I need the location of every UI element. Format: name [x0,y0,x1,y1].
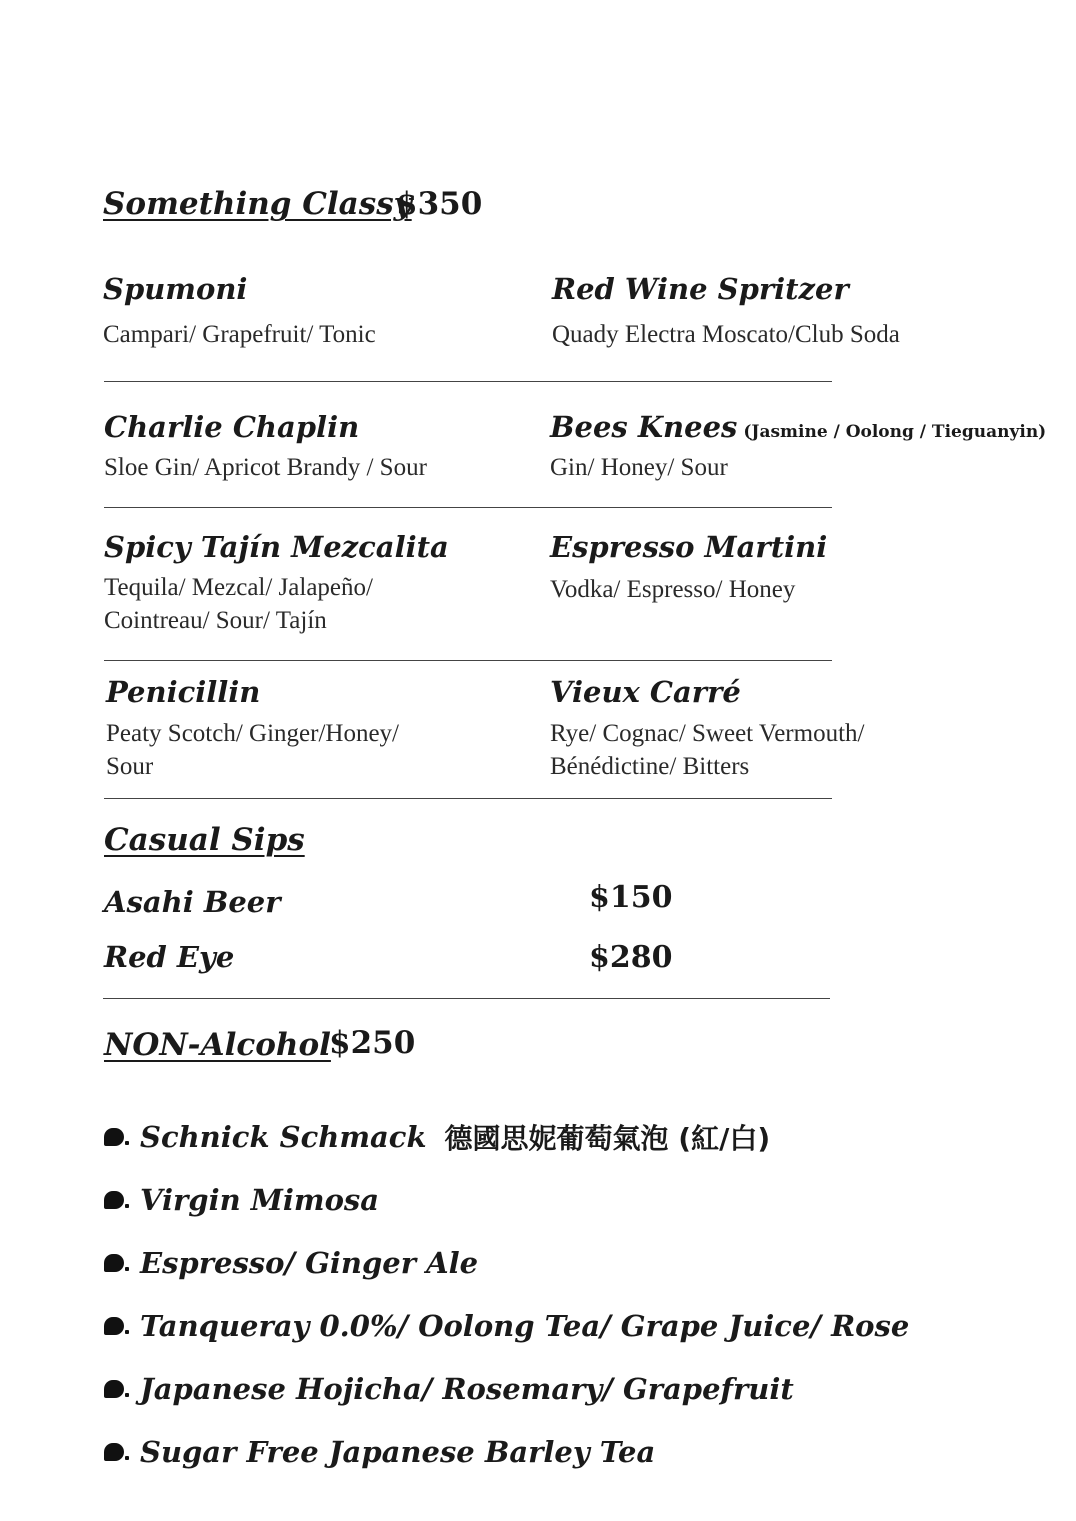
casual-item-name: Red Eye [104,940,235,974]
drink-name-espresso-martini: Espresso Martini [550,530,828,564]
speech-bubble-bullet-icon [104,1128,124,1146]
list-item [104,1294,909,1357]
speech-bubble-bullet-icon [104,1254,124,1272]
list-item [104,1168,909,1231]
section-title-something-classy: Something Classy [103,186,412,222]
list-item [104,1231,909,1294]
drink-ingredients-line1-penicillin: Peaty Scotch/ Ginger/Honey/ [106,720,399,747]
drink-ingredients-bees-knees: Gin/ Honey/ Sour [550,454,728,481]
casual-item-price: $150 [589,880,673,915]
drink-ingredients-line1-spicy-tajin-mezcalita: Tequila/ Mezcal/ Jalapeño/ [104,574,373,601]
divider-line [104,660,832,661]
drink-header-bees-knees [550,410,1046,444]
drink-ingredients-line2-spicy-tajin-mezcalita: Cointreau/ Sour/ Tajín [104,607,327,634]
drink-note-bees-knees: (Jasmine / Oolong / Tieguanyin) [743,422,1047,442]
drink-name-vieux-carre: Vieux Carré [550,675,741,709]
drink-name-bees-knees: Bees Knees [550,410,738,444]
drink-ingredients-line1-vieux-carre: Rye/ Cognac/ Sweet Vermouth/ [550,720,865,747]
non-alcohol-item-chinese-name: 德國思妮葡萄氣泡 (紅/白) [444,1121,771,1155]
non-alcohol-item-name: Japanese Hojicha/ Rosemary/ Grapefruit [140,1371,794,1406]
drink-ingredients-charlie-chaplin: Sloe Gin/ Apricot Brandy / Sour [104,454,427,481]
speech-bubble-bullet-icon [104,1191,124,1209]
speech-bubble-bullet-icon [104,1380,124,1398]
list-item [104,1105,909,1168]
non-alcohol-item-name: Sugar Free Japanese Barley Tea [140,1434,656,1469]
drink-name-spumoni: Spumoni [103,272,248,306]
speech-bubble-bullet-icon [104,1443,124,1461]
divider-line [104,798,832,799]
speech-bubble-bullet-icon [104,1317,124,1335]
drink-ingredients-line2-vieux-carre: Bénédictine/ Bitters [550,753,750,780]
divider-line [104,381,832,382]
non-alcohol-item-name: Tanqueray 0.0%/ Oolong Tea/ Grape Juice/ Rose [140,1308,910,1343]
section-price-something-classy: $350 [396,186,483,222]
section-price-non-alcohol: $250 [329,1025,416,1061]
non-alcohol-item-name: Schnick Schmack [140,1119,427,1154]
divider-line [103,998,830,999]
drink-name-spicy-tajin-mezcalita: Spicy Tajín Mezcalita [104,530,449,564]
section-title-casual-sips: Casual Sips [104,822,305,858]
list-item [104,1357,909,1420]
casual-item-name: Asahi Beer [104,885,281,919]
drink-ingredients-spumoni: Campari/ Grapefruit/ Tonic [103,321,376,348]
drink-name-red-wine-spritzer: Red Wine Spritzer [552,272,849,306]
drink-name-charlie-chaplin: Charlie Chaplin [104,410,360,444]
list-item [104,1420,909,1483]
non-alcohol-item-name: Virgin Mimosa [140,1182,380,1217]
section-title-non-alcohol: NON-Alcohol [104,1027,331,1063]
non-alcohol-list [104,1105,909,1483]
drink-ingredients-espresso-martini: Vodka/ Espresso/ Honey [550,576,796,603]
divider-line [104,507,832,508]
drink-ingredients-red-wine-spritzer: Quady Electra Moscato/Club Soda [552,321,900,348]
drink-name-penicillin: Penicillin [106,675,261,709]
drink-ingredients-line2-penicillin: Sour [106,753,154,780]
casual-item-price: $280 [589,940,673,975]
non-alcohol-item-name: Espresso/ Ginger Ale [140,1245,479,1280]
